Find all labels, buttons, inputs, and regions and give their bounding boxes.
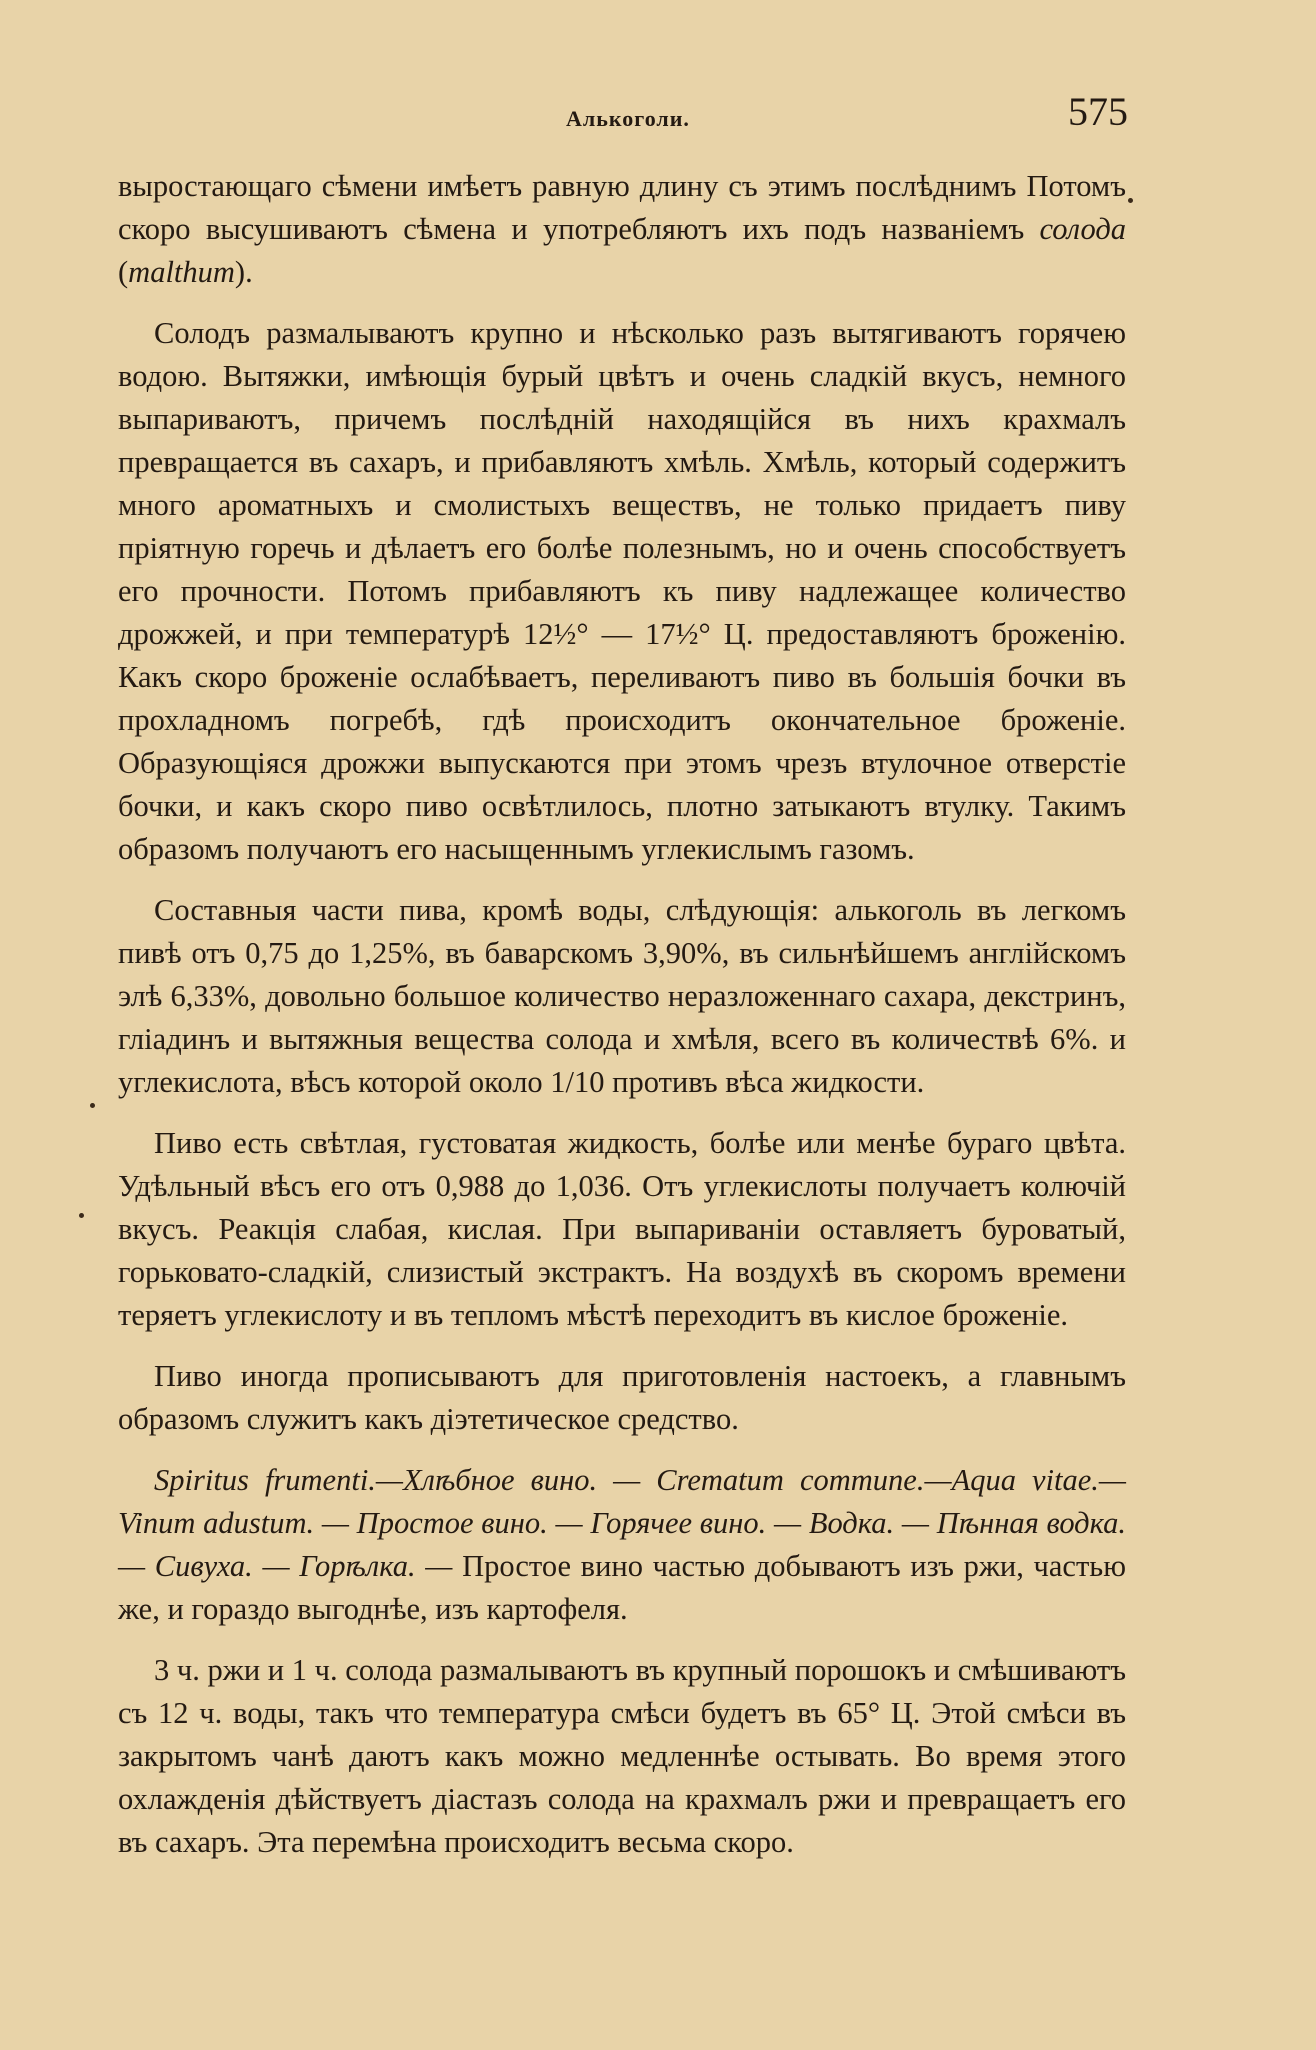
text-run: Составныя части пива, кромѣ воды, слѣдующія: алькоголь въ легкомъ пивѣ отъ 0,75 до 1,25%, въ баварскомъ 3,90%, въ сильнѣйшемъ англійскомъ элѣ 6,33%, довольно большое количество неразложеннаго сахара, декстринъ, гліадинъ и вытяжныя вещества солода и хмѣля, всего въ количествѣ 6%. и углекислота, вѣсъ которой около 1/10 противъ вѣса жидкости. — [118, 893, 1126, 1099]
text-run: Пиво иногда прописываютъ для приготовленія настоекъ, а главнымъ образомъ служитъ какъ діэтетическое средство. — [118, 1359, 1126, 1436]
italic-text: солода — [1039, 212, 1126, 246]
paragraph — [118, 1122, 1126, 1337]
running-header — [0, 88, 1316, 148]
print-speck — [90, 1103, 95, 1108]
text-run: ). — [234, 255, 253, 289]
print-speck — [1128, 198, 1133, 203]
italic-text: Spiritus frumenti.—Хлѣбное вино. — Crematum commune.—Aqua vitae.— Vinum adustum. — Простое вино. — Горячее вино. — Водка. — Пѣнная водка. — Сивуха. — Горѣлка. — — [118, 1463, 1126, 1583]
text-run: 3 ч. ржи и 1 ч. солода размалываютъ въ крупный порошокъ и смѣшиваютъ съ 12 ч. воды, такъ что температура смѣси будетъ въ 65° Ц. Этой смѣси въ закрытомъ чанѣ даютъ какъ можно медленнѣе остывать. Во время этого охлажденія дѣйствуетъ діастазъ солода на крахмалъ ржи и превращаетъ его въ сахаръ. Эта перемѣна происходитъ весьма скоро. — [118, 1653, 1126, 1859]
italic-text: malthum — [128, 255, 235, 289]
text-run: Простое вино частью добываютъ изъ ржи, частью же, и гораздо выгоднѣе, изъ картофеля. — [118, 1549, 1126, 1626]
running-title: Алькоголи. — [566, 106, 690, 131]
paragraph — [118, 312, 1126, 871]
text-run: ( — [118, 255, 129, 289]
paragraph — [118, 1355, 1126, 1441]
paragraph — [118, 165, 1126, 294]
paragraph — [118, 1459, 1126, 1631]
print-speck — [79, 1213, 84, 1218]
paragraph — [118, 889, 1126, 1104]
paragraph — [118, 1649, 1126, 1864]
page-number: 575 — [1068, 89, 1128, 134]
text-run: выростающаго сѣмени имѣетъ равную длину съ этимъ послѣднимъ Потомъ скоро высушиваютъ сѣмена и употребляютъ ихъ подъ названіемъ — [118, 169, 1126, 246]
text-run: Солодъ размалываютъ крупно и нѣсколько разъ вытягиваютъ горячею водою. Вытяжки, имѣющія бурый цвѣтъ и очень сладкій вкусъ, немного выпариваютъ, причемъ послѣдній находящійся въ нихъ крахмалъ превращается въ сахаръ, и прибавляютъ хмѣль. Хмѣль, который содержитъ много ароматныхъ и смолистыхъ веществъ, не только придаетъ пиву пріятную горечь и дѣлаетъ его болѣе полезнымъ, но и очень способствуетъ его прочности. Потомъ прибавляютъ къ пиву надлежащее количество дрожжей, и при температурѣ 12½° — 17½° Ц. предоставляютъ броженію. Какъ скоро броженіе ослабѣваетъ, переливаютъ пиво въ большія бочки въ прохладномъ погребѣ, гдѣ происходитъ окончательное броженіе. Образующіяся дрожжи выпускаются при этомъ чрезъ втулочное отверстіе бочки, и какъ скоро пиво освѣтлилось, плотно затыкаютъ втулку. Такимъ образомъ получаютъ его насыщеннымъ углекислымъ газомъ. — [118, 316, 1126, 866]
body-text — [118, 165, 1126, 1864]
text-run: Пиво есть свѣтлая, густоватая жидкость, болѣе или менѣе бураго цвѣта. Удѣльный вѣсъ его отъ 0,988 до 1,036. Отъ углекислоты получаетъ колючій вкусъ. Реакція слабая, кислая. При выпариваніи оставляетъ буроватый, горьковато-сладкій, слизистый экстрактъ. На воздухѣ въ скоромъ времени теряетъ углекислоту и въ тепломъ мѣстѣ переходитъ въ кислое броженіе. — [118, 1126, 1126, 1332]
